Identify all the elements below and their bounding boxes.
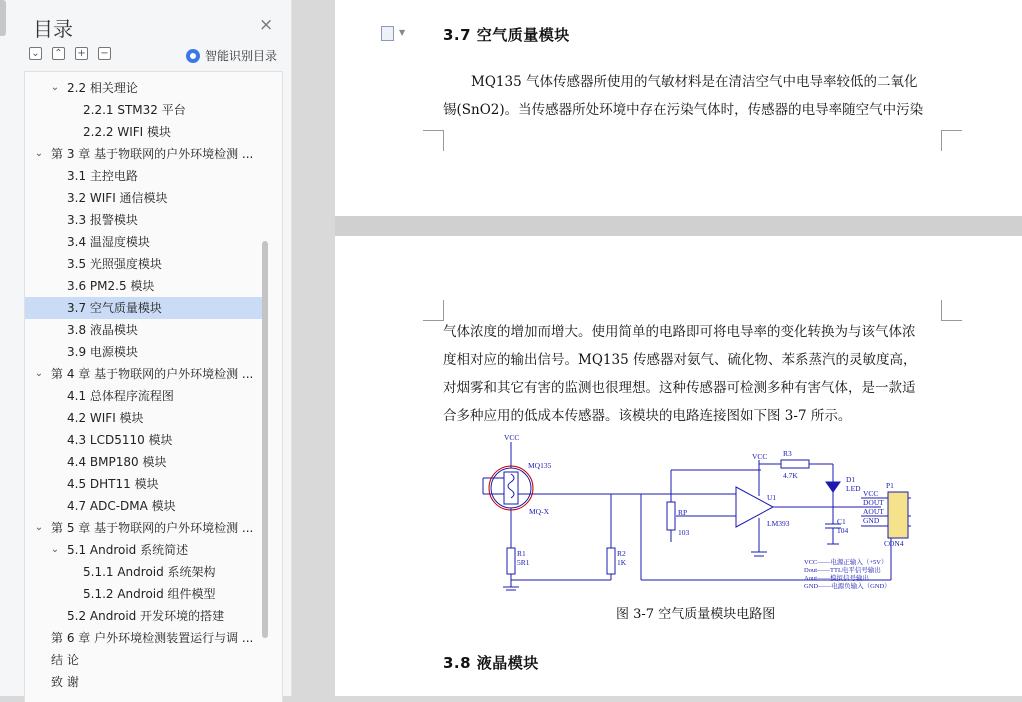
figure-caption: 图 3-7 空气质量模块电路图 xyxy=(616,607,776,622)
toc-item[interactable] xyxy=(25,165,263,187)
vcc-label: VCC xyxy=(752,452,768,461)
paragraph-line: 度相对应的输出信号。MQ135 传感器对氨气、硫化物、苯系蒸汽的灵敏度高， xyxy=(443,352,917,368)
pin-legend-line: Aout——模拟信号输出 xyxy=(804,575,869,582)
r2-value: 1K xyxy=(617,558,627,567)
toc-item[interactable] xyxy=(25,539,263,561)
toc-item[interactable] xyxy=(25,297,263,319)
toc-item[interactable] xyxy=(25,99,263,121)
toc-item[interactable] xyxy=(25,363,263,385)
toc-item[interactable] xyxy=(25,121,263,143)
paragraph-line: 锡(SnO2)。当传感器所处环境中存在污染气体时，传感器的电导率随空气中污染 xyxy=(443,102,924,118)
toc-panel xyxy=(0,0,292,696)
toc-item-label: 第 5 章 基于物联网的户外环境检测 ... xyxy=(51,521,254,535)
chevron-down-icon[interactable]: ⌄ xyxy=(34,522,44,533)
c1-label: C1 xyxy=(837,517,846,526)
sensor-label: MQ135 xyxy=(528,461,552,470)
toc-item[interactable] xyxy=(25,209,263,231)
toc-item[interactable] xyxy=(25,451,263,473)
led-label: LED xyxy=(846,484,861,493)
toc-item-label: 4.5 DHT11 模块 xyxy=(67,477,159,491)
r2-label: R2 xyxy=(617,549,626,558)
pin-label: AOUT xyxy=(863,507,884,516)
chevron-down-icon[interactable]: ⌄ xyxy=(34,148,44,159)
paragraph-line: 合多种应用的低成本传感器。该模块的电路连接图如下图 3-7 所示。 xyxy=(443,408,852,424)
toc-item-label: 3.1 主控电路 xyxy=(67,169,138,183)
page-1 xyxy=(335,0,1022,216)
toc-item[interactable] xyxy=(25,517,263,539)
pin-legend-line: Dout——TTL电平信号输出 xyxy=(804,567,881,574)
toc-item-label: 3.3 报警模块 xyxy=(67,213,138,227)
document-icon[interactable] xyxy=(381,26,394,41)
rp-value: 103 xyxy=(678,528,690,537)
p1-label: P1 xyxy=(886,481,894,490)
smart-toc-label: 智能识别目录 xyxy=(205,49,278,63)
toc-list xyxy=(24,71,283,702)
toc-item-label: 3.5 光照强度模块 xyxy=(67,257,162,271)
rp-label: RP xyxy=(678,508,688,517)
collapse-all-button[interactable]: ⌃ xyxy=(52,47,65,60)
toc-scrollbar[interactable] xyxy=(262,241,268,638)
panel-scroll-thumb[interactable] xyxy=(0,0,6,36)
d1-label: D1 xyxy=(846,475,856,484)
margin-corner-mark xyxy=(941,300,962,321)
pin-label: VCC xyxy=(863,489,879,498)
pin-legend-line: GND——电源负输入（GND） xyxy=(804,583,891,590)
section-heading-3-7: 3.7 空气质量模块 xyxy=(443,26,570,44)
document-view xyxy=(335,0,1022,696)
toc-item-label: 5.2 Android 开发环境的搭建 xyxy=(67,609,225,623)
toc-item[interactable] xyxy=(25,407,263,429)
toc-item-label: 4.7 ADC-DMA 模块 xyxy=(67,499,176,513)
toc-item[interactable] xyxy=(25,77,263,99)
margin-corner-mark xyxy=(423,130,444,151)
chevron-down-icon[interactable]: ⌄ xyxy=(50,82,60,93)
smart-toc-button[interactable] xyxy=(186,47,277,64)
toc-item[interactable] xyxy=(25,473,263,495)
r1-label: R1 xyxy=(517,549,526,558)
r3-value: 4.7K xyxy=(783,471,798,480)
comparator-label: LM393 xyxy=(767,519,790,528)
toc-item[interactable] xyxy=(25,627,263,649)
sensor-type-label: MQ-X xyxy=(529,507,549,516)
expand-all-button[interactable]: ⌄ xyxy=(29,47,42,60)
r3-label: R3 xyxy=(783,449,792,458)
pin-label: GND xyxy=(863,516,880,525)
chevron-down-icon[interactable]: ⌄ xyxy=(34,368,44,379)
margin-corner-mark xyxy=(941,130,962,151)
remove-item-button[interactable]: − xyxy=(98,47,111,60)
toc-item-label: 4.4 BMP180 模块 xyxy=(67,455,167,469)
toc-item[interactable] xyxy=(25,143,263,165)
toc-item[interactable] xyxy=(25,253,263,275)
chevron-down-icon[interactable]: ⌄ xyxy=(50,544,60,555)
margin-corner-mark xyxy=(423,300,444,321)
c1-value: 104 xyxy=(837,526,849,535)
toc-item-label: 2.2.1 STM32 平台 xyxy=(83,103,186,117)
toc-item-label: 第 4 章 基于物联网的户外环境检测 ... xyxy=(51,367,254,381)
toc-item-label: 致 谢 xyxy=(51,675,79,689)
smart-toc-icon xyxy=(186,49,200,63)
paragraph-line: 气体浓度的增加而增大。使用简单的电路即可将电导率的变化转换为与该气体浓 xyxy=(443,324,916,340)
toc-item-label: 4.3 LCD5110 模块 xyxy=(67,433,173,447)
chevron-down-icon[interactable]: ▼ xyxy=(399,28,406,37)
pin-label: DOUT xyxy=(863,498,884,507)
toc-item[interactable] xyxy=(25,275,263,297)
close-icon[interactable]: × xyxy=(259,15,274,35)
toc-item-label: 3.9 电源模块 xyxy=(67,345,138,359)
toc-item-label: 2.2 相关理论 xyxy=(67,81,138,95)
paragraph-line: 对烟雾和其它有害的监测也很理想。这种传感器可检测多种有害气体，是一款适 xyxy=(443,380,916,396)
toc-item-label: 5.1.2 Android 组件模型 xyxy=(83,587,216,601)
toc-item-label: 5.1.1 Android 系统架构 xyxy=(83,565,216,579)
toc-item-label: 3.4 温湿度模块 xyxy=(67,235,150,249)
vcc-label: VCC xyxy=(504,433,520,442)
r1-value: 5R1 xyxy=(517,558,530,567)
toc-title: 目录 xyxy=(33,17,73,41)
toc-item-label: 4.2 WIFI 模块 xyxy=(67,411,144,425)
toc-item[interactable] xyxy=(25,385,263,407)
air-quality-circuit-diagram xyxy=(471,432,911,597)
paragraph-line: MQ135 气体传感器所使用的气敏材料是在清洁空气中电导率较低的二氧化 xyxy=(471,74,918,90)
pin-legend-line: VCC——电源正输入（+5V） xyxy=(804,559,888,566)
section-heading-3-8: 3.8 液晶模块 xyxy=(443,654,539,672)
toc-item-label: 结 论 xyxy=(51,653,79,667)
toc-item-label: 3.2 WIFI 通信模块 xyxy=(67,191,168,205)
toc-item[interactable] xyxy=(25,561,263,583)
toc-item[interactable] xyxy=(25,187,263,209)
toc-item[interactable] xyxy=(25,319,263,341)
toc-item[interactable] xyxy=(25,649,263,671)
toc-item-label: 4.1 总体程序流程图 xyxy=(67,389,174,403)
toc-item[interactable] xyxy=(25,231,263,253)
page-gap xyxy=(335,216,1022,236)
toc-item[interactable] xyxy=(25,341,263,363)
toc-item[interactable] xyxy=(25,429,263,451)
paragraph-2 xyxy=(443,318,943,430)
paragraph-1 xyxy=(443,68,943,124)
toc-item-label: 第 6 章 户外环境检测装置运行与调 ... xyxy=(51,631,254,645)
toc-item-label: 3.6 PM2.5 模块 xyxy=(67,279,155,293)
u1-label: U1 xyxy=(767,493,777,502)
toc-item-label: 5.1 Android 系统简述 xyxy=(67,543,189,557)
toc-toolbar xyxy=(29,47,111,60)
toc-item-label: 3.7 空气质量模块 xyxy=(67,301,162,315)
toc-item-label: 2.2.2 WIFI 模块 xyxy=(83,125,172,139)
toc-item[interactable] xyxy=(25,605,263,627)
connector-label: CON4 xyxy=(884,539,904,548)
toc-item[interactable] xyxy=(25,495,263,517)
add-item-button[interactable]: + xyxy=(75,47,88,60)
toc-item[interactable] xyxy=(25,671,263,693)
toc-item-label: 3.8 液晶模块 xyxy=(67,323,138,337)
toc-item-label: 第 3 章 基于物联网的户外环境检测 ... xyxy=(51,147,254,161)
toc-item[interactable] xyxy=(25,583,263,605)
